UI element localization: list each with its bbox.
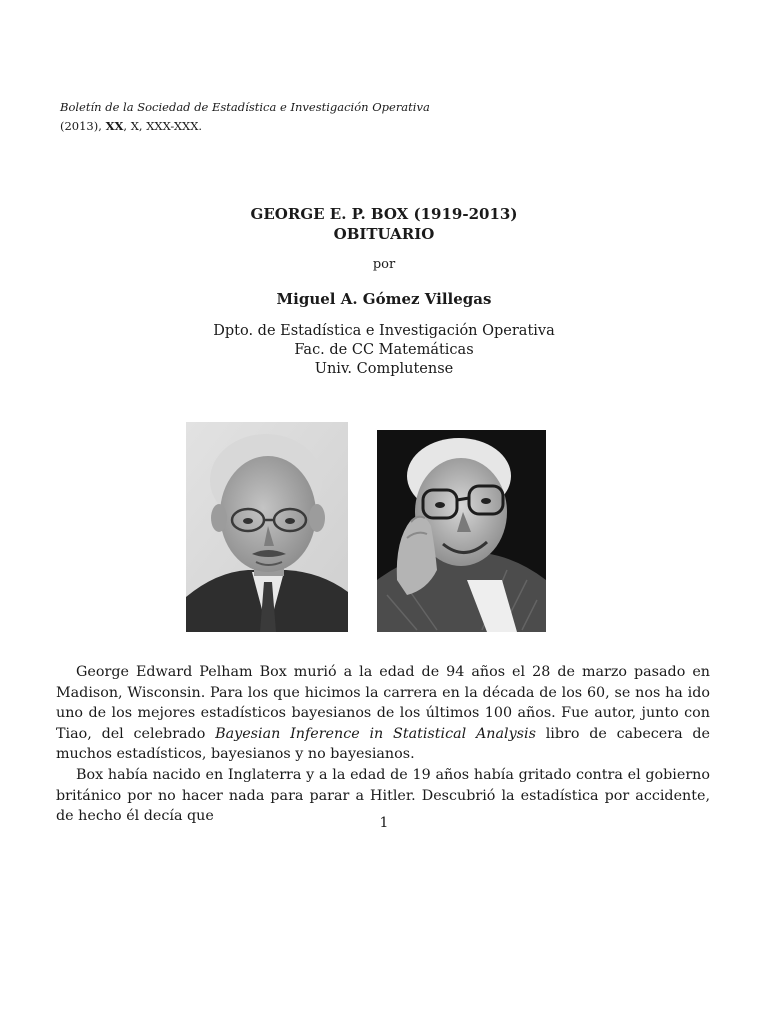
paragraph-1-text-b: libro de cabecera de muchos estadísticos, bayesianos y no bayesianos. (56, 725, 710, 763)
article-title (0, 204, 768, 244)
body-paragraph-2: Box había nacido en Inglaterra y a la edad de 19 años había gritado contra el gobierno británico por no hacer nada para parar a Hitler. Descubrió la estadística por accidente, de hecho él decía que (56, 766, 710, 825)
journal-header (60, 98, 430, 136)
affiliation-line-1: Dpto. de Estadística e Investigación Operativa (213, 323, 555, 339)
page-number: 1 (379, 815, 389, 831)
affiliation-line-2: Fac. de CC Matemáticas (294, 342, 474, 358)
title-line-2: OBITUARIO (333, 225, 435, 243)
title-line-1: GEORGE E. P. BOX (1919-2013) (250, 205, 518, 223)
journal-issue-pages: , X, XXX-XXX. (123, 119, 203, 133)
journal-volume: XX (105, 119, 124, 133)
author-name: Miguel A. Gómez Villegas (276, 290, 492, 308)
article-body (56, 662, 710, 827)
affiliation-line-3: Univ. Complutense (314, 361, 454, 377)
author-affiliation (0, 322, 768, 379)
journal-year: (2013), (60, 119, 102, 133)
portrait-photo-1 (186, 422, 348, 632)
body-paragraph-1 (56, 662, 710, 765)
journal-name: Boletín de la Sociedad de Estadística e Investigación Operativa (60, 100, 430, 114)
book-title: Bayesian Inference in Statistical Analysis (215, 725, 536, 742)
paragraph-1-text-a: George Edward Pelham Box murió a la edad de 94 años el 28 de marzo pasado en Madison, Wisconsin. Para los que hicimos la carrera en la década de los 60, se nos ha ido uno de los mejores estadísticos bayesianos de los últimos 100 años. Fue autor, junto con Tiao, del celebrado (56, 664, 710, 742)
portrait-photo-2 (377, 430, 546, 632)
byline-por: por (372, 257, 396, 272)
